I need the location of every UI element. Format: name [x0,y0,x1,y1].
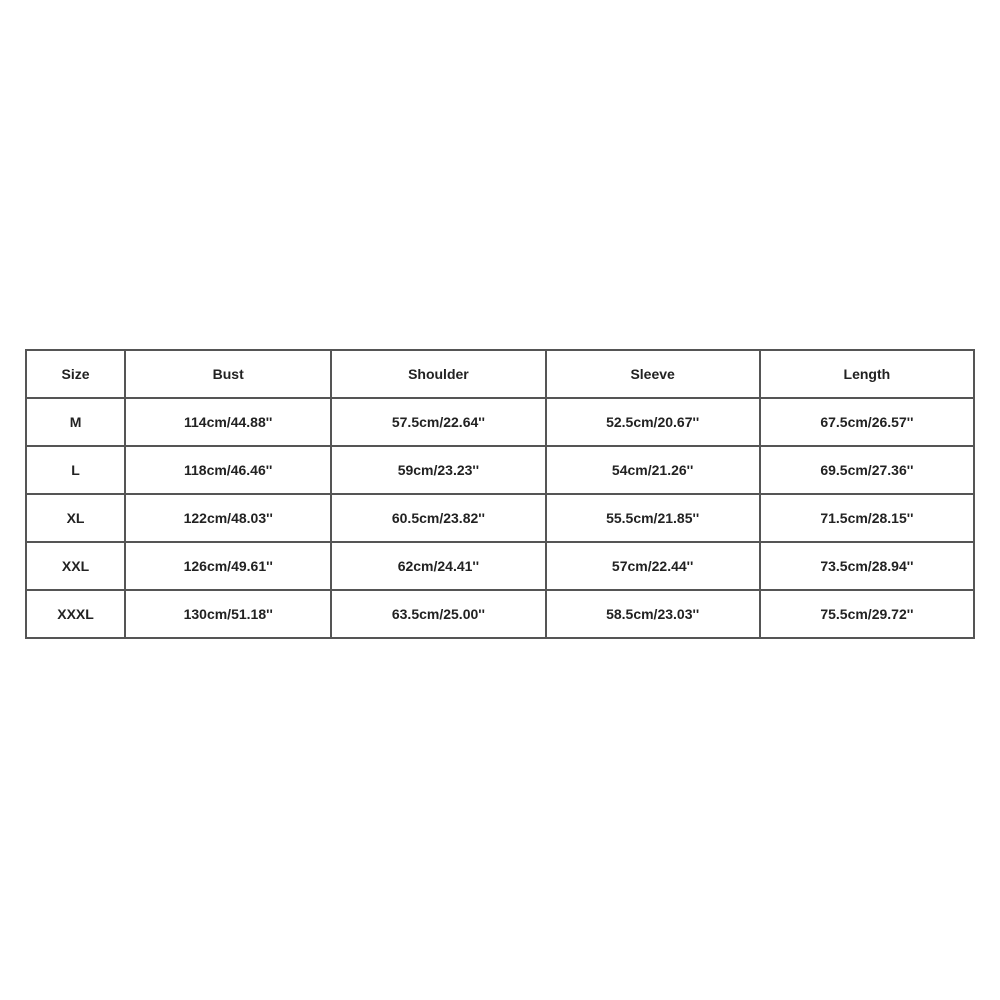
cell-shoulder: 63.5cm/25.00'' [331,590,545,638]
cell-length: 71.5cm/28.15'' [760,494,974,542]
cell-length: 69.5cm/27.36'' [760,446,974,494]
cell-size: M [26,398,125,446]
cell-length: 73.5cm/28.94'' [760,542,974,590]
cell-bust: 118cm/46.46'' [125,446,331,494]
cell-bust: 114cm/44.88'' [125,398,331,446]
header-shoulder: Shoulder [331,350,545,398]
cell-length: 75.5cm/29.72'' [760,590,974,638]
table-row [26,590,974,638]
cell-bust: 122cm/48.03'' [125,494,331,542]
header-length: Length [760,350,974,398]
cell-sleeve: 55.5cm/21.85'' [546,494,760,542]
cell-sleeve: 57cm/22.44'' [546,542,760,590]
header-bust: Bust [125,350,331,398]
cell-shoulder: 62cm/24.41'' [331,542,545,590]
cell-sleeve: 54cm/21.26'' [546,446,760,494]
cell-size: L [26,446,125,494]
cell-bust: 126cm/49.61'' [125,542,331,590]
table-row [26,494,974,542]
cell-bust: 130cm/51.18'' [125,590,331,638]
size-chart-table [25,349,975,639]
cell-shoulder: 57.5cm/22.64'' [331,398,545,446]
cell-size: XL [26,494,125,542]
cell-sleeve: 52.5cm/20.67'' [546,398,760,446]
cell-length: 67.5cm/26.57'' [760,398,974,446]
cell-size: XXL [26,542,125,590]
table-row [26,542,974,590]
cell-size: XXXL [26,590,125,638]
table-row [26,398,974,446]
table-row [26,446,974,494]
cell-sleeve: 58.5cm/23.03'' [546,590,760,638]
header-size: Size [26,350,125,398]
table-header-row [26,350,974,398]
cell-shoulder: 59cm/23.23'' [331,446,545,494]
cell-shoulder: 60.5cm/23.82'' [331,494,545,542]
header-sleeve: Sleeve [546,350,760,398]
